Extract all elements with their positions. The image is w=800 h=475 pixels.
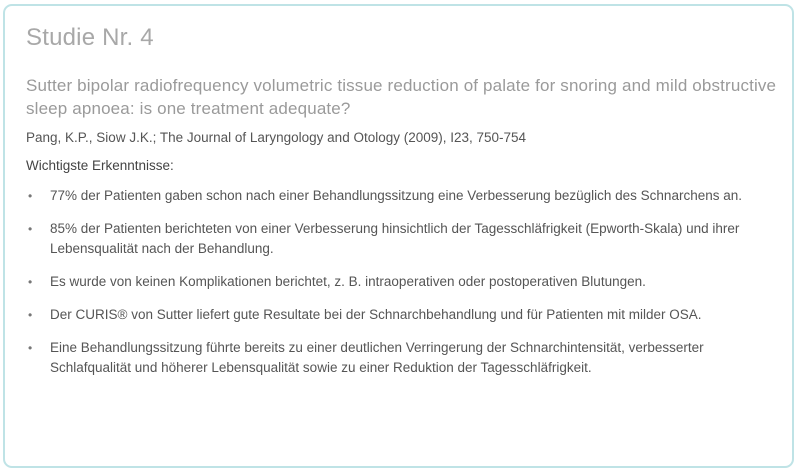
finding-text: Es wurde von keinen Komplikationen berichtet, z. B. intraoperativen oder postoperativen Blutungen. <box>50 274 646 289</box>
bullet-icon: • <box>28 341 33 355</box>
study-subtitle: Sutter bipolar radiofrequency volumetric tissue reduction of palate for snoring and mild obstructive sleep apnoea: is one treatment adequate? <box>26 76 777 118</box>
finding-item <box>26 186 786 206</box>
study-citation: Pang, K.P., Siow J.K.; The Journal of Laryngology and Otology (2009), I23, 750-754 <box>26 130 527 145</box>
finding-text: 77% der Patienten gaben schon nach einer Behandlungssitzung eine Verbesserung bezüglich des Schnarchens an. <box>50 188 742 203</box>
finding-item <box>26 338 786 378</box>
bullet-icon: • <box>28 308 33 322</box>
study-card <box>3 4 794 468</box>
finding-text: 85% der Patienten berichteten von einer Verbesserung hinsichtlich der Tagesschläfrigkeit (Epworth-Skala) und ihrer Lebensqualität nach der Behandlung. <box>50 221 740 256</box>
bullet-icon: • <box>28 189 33 203</box>
finding-item <box>26 305 786 325</box>
finding-text: Der CURIS® von Sutter liefert gute Resultate bei der Schnarchbehandlung und für Patienten mit milder OSA. <box>50 307 702 322</box>
findings-heading: Wichtigste Erkenntnisse: <box>26 158 174 173</box>
findings-list <box>26 186 786 391</box>
finding-text: Eine Behandlungssitzung führte bereits zu einer deutlichen Verringerung der Schnarchintensität, verbesserter Schlafqualität und höherer Lebensqualität sowie zu einer Reduktion der Tagesschläfrigkeit. <box>50 340 704 375</box>
finding-item <box>26 219 786 259</box>
bullet-icon: • <box>28 222 33 236</box>
bullet-icon: • <box>28 275 33 289</box>
study-title: Studie Nr. 4 <box>26 24 154 51</box>
finding-item <box>26 272 786 292</box>
